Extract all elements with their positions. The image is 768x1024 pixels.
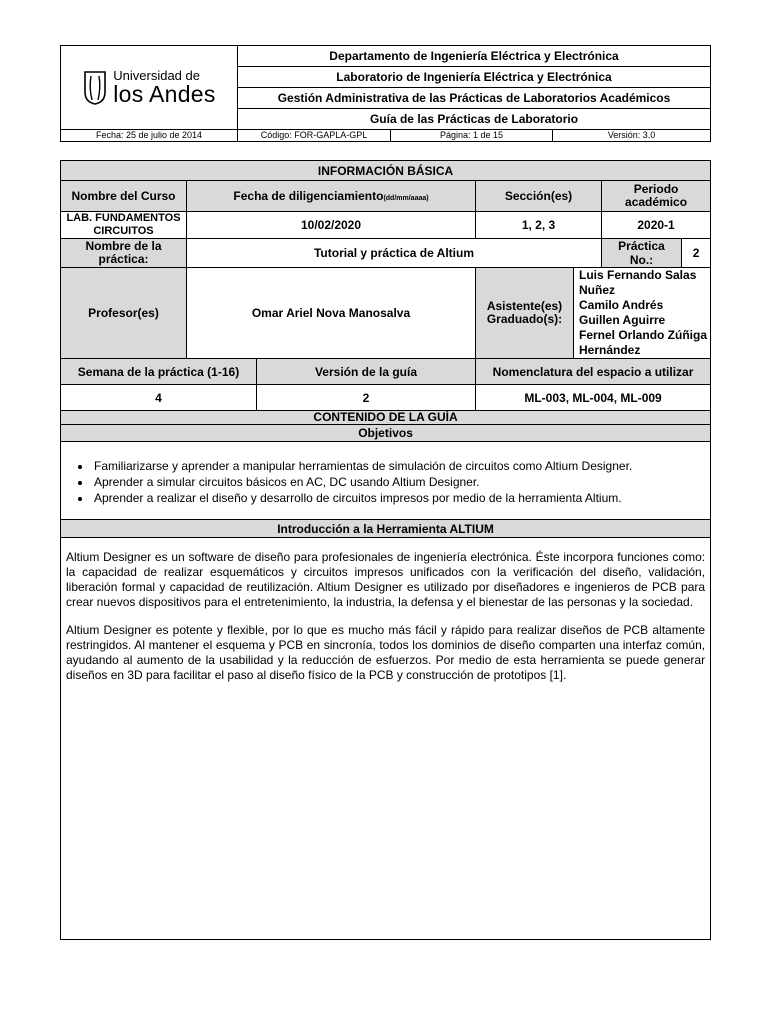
page-number: Página: 1 de 15 [391, 130, 553, 142]
practice-week: 4 [61, 385, 257, 411]
intro-paragraph: Altium Designer es un software de diseño para profesionales de ingeniería electrónica. Éste incorpora funciones como: la capacidad de realizar esquemáticos y circuitos impresos unificados con la verificación del diseño, validación, liberación formal y capacidad de reutilización. Altium Designer es utilizado por diseñadores e ingenieros de PCB para crear nuevos dispositivos para el entretenimiento, la industria, la defensa y el bienestar de las personas y la sociedad. [66, 550, 706, 609]
fill-date-header: Fecha de diligenciamiento(dd/mm/aaaa) [187, 181, 476, 212]
space-nomenclature: ML-003, ML-004, ML-009 [476, 385, 711, 411]
guide-version-header: Versión de la guía [257, 359, 476, 385]
course-name: LAB. FUNDAMENTOS CIRCUITOS [61, 212, 187, 239]
management-title: Gestión Administrativa de las Prácticas de Laboratorios Académicos [238, 88, 711, 109]
assistants-header: Asistente(es) Graduado(s): [476, 268, 574, 359]
objectives-title: Objetivos [61, 425, 711, 442]
date-format-hint: (dd/mm/aaaa) [383, 195, 429, 202]
practice-week-header: Semana de la práctica (1-16) [61, 359, 257, 385]
academic-period: 2020-1 [602, 212, 711, 239]
basic-information-table [60, 160, 711, 940]
document-version: Versión: 3.0 [553, 130, 711, 142]
university-logo [61, 46, 238, 130]
practice-number-header: Práctica No.: [602, 239, 682, 268]
guide-version: 2 [257, 385, 476, 411]
sections-header: Sección(es) [476, 181, 602, 212]
objective-item: • Familiarizarse y aprender a manipular herramientas de simulación de circuitos como Altium Designer. [92, 458, 707, 474]
course-name-header: Nombre del Curso [61, 181, 187, 212]
intro-section [61, 538, 711, 940]
academic-period-header: Periodo académico [602, 181, 711, 212]
logo-line-2: los Andes [113, 81, 216, 107]
intro-title: Introducción a la Herramienta ALTIUM [61, 520, 711, 538]
professor-name: Omar Ariel Nova Manosalva [187, 268, 476, 359]
practice-name-header: Nombre de la práctica: [61, 239, 187, 268]
assistant-name: Camilo Andrés Guillen Aguirre [579, 298, 666, 327]
guide-title: Guía de las Prácticas de Laboratorio [238, 109, 711, 130]
department-title: Departamento de Ingeniería Eléctrica y Electrónica [238, 46, 711, 67]
document-header [60, 45, 711, 142]
university-shield-icon [82, 70, 108, 106]
guide-content-title: CONTENIDO DE LA GUÍA [61, 411, 711, 425]
space-nomenclature-header: Nomenclatura del espacio a utilizar [476, 359, 711, 385]
sections: 1, 2, 3 [476, 212, 602, 239]
objective-item: • Aprender a realizar el diseño y desarrollo de circuitos impresos por medio de la herramienta Altium. [92, 490, 707, 506]
basic-info-title: INFORMACIÓN BÁSICA [61, 161, 711, 181]
logo-line-1: Universidad de [113, 68, 200, 83]
document-code: Código: FOR-GAPLA-GPL [238, 130, 391, 142]
professor-header: Profesor(es) [61, 268, 187, 359]
document-date: Fecha: 25 de julio de 2014 [61, 130, 238, 142]
practice-name: Tutorial y práctica de Altium [187, 239, 602, 268]
objectives-section [61, 442, 711, 520]
laboratory-title: Laboratorio de Ingeniería Eléctrica y Electrónica [238, 67, 711, 88]
assistant-name: Luis Fernando Salas Nuñez [579, 268, 697, 297]
fill-date: 10/02/2020 [187, 212, 476, 239]
objective-item: • Aprender a simular circuitos básicos en AC, DC usando Altium Designer. [92, 474, 707, 490]
assistant-name: Fernel Orlando Zúñiga Hernández [579, 328, 708, 357]
assistants-list [574, 268, 711, 359]
practice-number: 2 [682, 239, 711, 268]
objectives-list [64, 458, 707, 506]
intro-paragraph: Altium Designer es potente y flexible, por lo que es mucho más fácil y rápido para realizar diseños de PCB altamente restringidos. Al mantener el esquema y PCB en sincronía, todos los dominios de diseño comparten una interfaz común, ayudando al aumento de la usabilidad y la reducción de esfuerzos. Por medio de esta herramienta se puede generar diseños en 3D para facilitar el paso al diseño físico de la PCB y construcción de prototipos [1]. [66, 623, 706, 682]
